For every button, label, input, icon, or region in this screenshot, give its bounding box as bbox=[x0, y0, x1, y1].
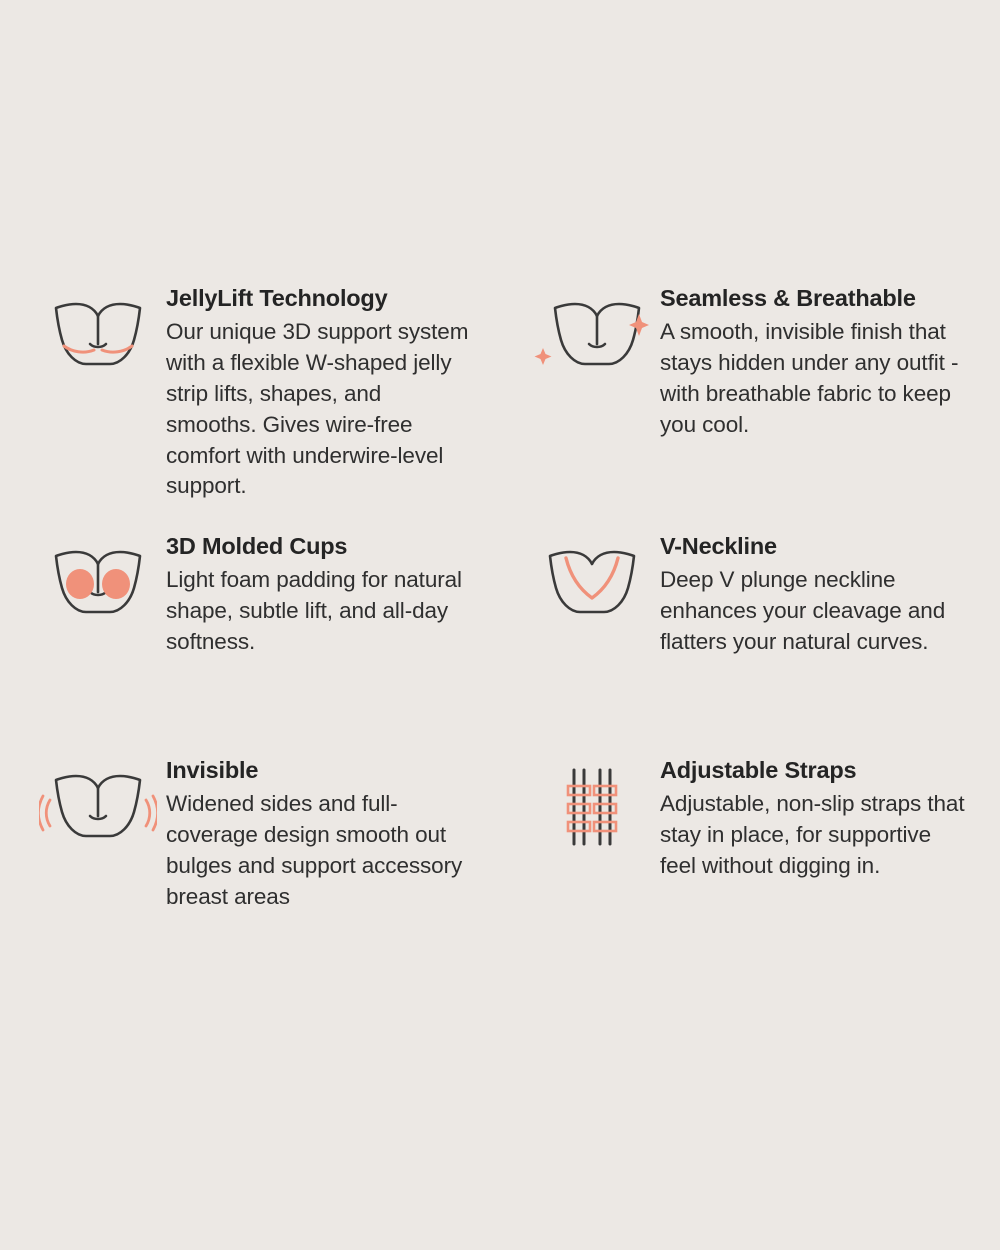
feature-grid bbox=[30, 262, 970, 934]
feature-title: 3D Molded Cups bbox=[166, 533, 348, 559]
bra-jellylift-icon bbox=[30, 262, 166, 384]
bra-molded-cups-icon bbox=[30, 510, 166, 632]
feature-item-jellylift bbox=[30, 262, 476, 510]
feature-item-molded-cups bbox=[30, 510, 476, 734]
feature-item-seamless bbox=[524, 262, 970, 510]
bra-v-neckline-icon bbox=[524, 510, 660, 632]
feature-text bbox=[660, 734, 970, 882]
feature-description: Light foam padding for natural shape, subtle lift, and all-day softness. bbox=[166, 567, 462, 654]
bra-invisible-waves-icon bbox=[30, 734, 166, 856]
feature-title: Adjustable Straps bbox=[660, 757, 857, 783]
feature-text bbox=[166, 262, 476, 502]
feature-title: Invisible bbox=[166, 757, 259, 783]
feature-text bbox=[660, 510, 970, 658]
feature-description: Adjustable, non-slip straps that stay in place, for supportive feel without digging in. bbox=[660, 791, 965, 878]
feature-text bbox=[660, 262, 970, 441]
feature-item-v-neckline bbox=[524, 510, 970, 734]
feature-description: A smooth, invisible finish that stays hidden under any outfit - with breathable fabric to keep you cool. bbox=[660, 319, 959, 437]
bra-seamless-sparkle-icon bbox=[524, 262, 660, 384]
feature-description: Our unique 3D support system with a flexible W-shaped jelly strip lifts, shapes, and smooths. Gives wire-free comfort with underwire-level support. bbox=[166, 319, 469, 499]
feature-item-adjustable-straps bbox=[524, 734, 970, 934]
feature-description: Deep V plunge neckline enhances your cleavage and flatters your natural curves. bbox=[660, 567, 946, 654]
adjustable-straps-icon bbox=[524, 734, 660, 850]
feature-title: V-Neckline bbox=[660, 533, 777, 559]
feature-text bbox=[166, 510, 476, 658]
feature-text bbox=[166, 734, 476, 913]
feature-title: Seamless & Breathable bbox=[660, 285, 916, 311]
feature-title: JellyLift Technology bbox=[166, 285, 388, 311]
feature-item-invisible bbox=[30, 734, 476, 934]
feature-description: Widened sides and full-coverage design smooth out bulges and support accessory breast areas bbox=[166, 791, 463, 909]
